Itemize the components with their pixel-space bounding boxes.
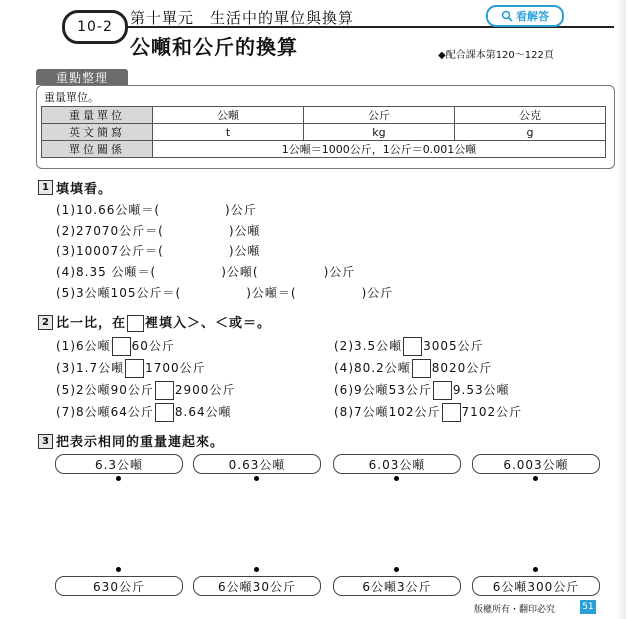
- match-bottom-item[interactable]: 6公噸3公斤: [333, 576, 461, 596]
- page-edge-shadow: [616, 0, 626, 619]
- compare-left: (6)9公噸53公斤: [334, 383, 432, 397]
- section-1-title: 填填看。: [56, 182, 113, 197]
- section-1-item: (3)10007公斤＝( )公噸: [56, 244, 261, 258]
- match-dot[interactable]: [394, 567, 399, 572]
- compare-item: [56, 337, 175, 356]
- table-cell: t: [153, 124, 304, 141]
- match-bottom-item[interactable]: 6公噸300公斤: [472, 576, 600, 596]
- match-dot[interactable]: [254, 476, 259, 481]
- compare-answer-box[interactable]: [155, 381, 174, 400]
- compare-answer-box[interactable]: [442, 403, 461, 422]
- compare-left: (2)3.5公噸: [334, 339, 403, 353]
- table-cell: 公噸: [153, 107, 304, 124]
- table-row: [42, 124, 606, 141]
- table-row: [42, 107, 606, 124]
- match-dot[interactable]: [116, 567, 121, 572]
- compare-answer-box[interactable]: [412, 359, 431, 378]
- table-cell: kg: [303, 124, 454, 141]
- copyright-notice: 版權所有・翻印必究: [474, 605, 556, 615]
- section-1-item: (2)27070公斤＝( )公噸: [56, 224, 261, 238]
- compare-item: [334, 337, 484, 356]
- compare-right: 9.53公噸: [452, 383, 510, 397]
- section-2-number: 2: [38, 315, 53, 330]
- compare-left: (7)8公噸64公斤: [56, 405, 154, 419]
- key-points-tab: 重點整理: [36, 69, 128, 85]
- table-cell: 公克: [454, 107, 605, 124]
- page-title: 公噸和公斤的換算: [130, 35, 298, 59]
- compare-item: [56, 403, 232, 422]
- compare-right: 1700公斤: [145, 361, 206, 375]
- compare-right: 2900公斤: [174, 383, 236, 397]
- match-dot[interactable]: [394, 476, 399, 481]
- table-cell: 1公噸＝1000公斤，1公斤＝0.001公噸: [153, 141, 606, 158]
- view-answers-label: 看解答: [516, 10, 549, 23]
- match-dot[interactable]: [116, 476, 121, 481]
- compare-item: [56, 381, 235, 400]
- compare-answer-box[interactable]: [125, 359, 144, 378]
- match-top-item[interactable]: 6.003公噸: [472, 454, 600, 474]
- row-header: 單位關係: [42, 141, 153, 158]
- section-1-item: (4)8.35 公噸＝( )公噸( )公斤: [56, 265, 356, 279]
- textbook-reference: ◆配合課本第120～122頁: [438, 50, 554, 61]
- match-dot[interactable]: [254, 567, 259, 572]
- section-3-title: 把表示相同的重量連起來。: [56, 435, 225, 450]
- section-1-item: (1)10.66公噸＝( )公斤: [56, 203, 257, 217]
- section-2-title-start: 比一比，在: [56, 316, 127, 331]
- compare-answer-box[interactable]: [112, 337, 131, 356]
- match-dot[interactable]: [533, 567, 538, 572]
- compare-right: 60公斤: [131, 339, 175, 353]
- compare-left: (1)6公噸: [56, 339, 111, 353]
- compare-item: [334, 359, 492, 378]
- section-2-title: [56, 312, 271, 332]
- answer-box-icon: [127, 315, 144, 332]
- match-dot[interactable]: [533, 476, 538, 481]
- compare-answer-box[interactable]: [155, 403, 174, 422]
- page-number: 51: [580, 600, 596, 614]
- magnifier-icon: [501, 10, 513, 22]
- weight-units-table: [41, 106, 606, 158]
- compare-item: [334, 381, 510, 400]
- match-bottom-item[interactable]: 6公噸30公斤: [193, 576, 321, 596]
- match-top-item[interactable]: 6.3公噸: [55, 454, 183, 474]
- unit-number-badge: 10-2: [62, 10, 128, 44]
- section-1-item: (5)3公噸105公斤＝( )公噸＝( )公斤: [56, 286, 394, 300]
- compare-left: (5)2公噸90公斤: [56, 383, 154, 397]
- compare-left: (8)7公噸102公斤: [334, 405, 441, 419]
- compare-left: (3)1.7公噸: [56, 361, 125, 375]
- compare-right: 7102公斤: [461, 405, 523, 419]
- table-cell: 公斤: [303, 107, 454, 124]
- compare-item: [334, 403, 522, 422]
- compare-item: [56, 359, 206, 378]
- compare-answer-box[interactable]: [403, 337, 422, 356]
- section-2-title-end: 裡填入＞、＜或＝。: [145, 316, 272, 331]
- table-row: [42, 141, 606, 158]
- chapter-title: 第十單元 生活中的單位與換算: [130, 9, 355, 27]
- view-answers-button[interactable]: [486, 5, 564, 27]
- compare-right: 8.64公噸: [174, 405, 232, 419]
- compare-left: (4)80.2公噸: [334, 361, 411, 375]
- section-3-number: 3: [38, 434, 53, 449]
- compare-right: 8020公斤: [431, 361, 493, 375]
- row-header: 重量單位: [42, 107, 153, 124]
- key-points-subtitle: 重量單位。: [44, 91, 99, 104]
- section-1-number: 1: [38, 180, 53, 195]
- compare-right: 3005公斤: [423, 339, 484, 353]
- compare-answer-box[interactable]: [433, 381, 452, 400]
- match-top-item[interactable]: 0.63公噸: [193, 454, 321, 474]
- table-cell: g: [454, 124, 605, 141]
- match-bottom-item[interactable]: 630公斤: [55, 576, 183, 596]
- match-top-item[interactable]: 6.03公噸: [333, 454, 461, 474]
- row-header: 英文簡寫: [42, 124, 153, 141]
